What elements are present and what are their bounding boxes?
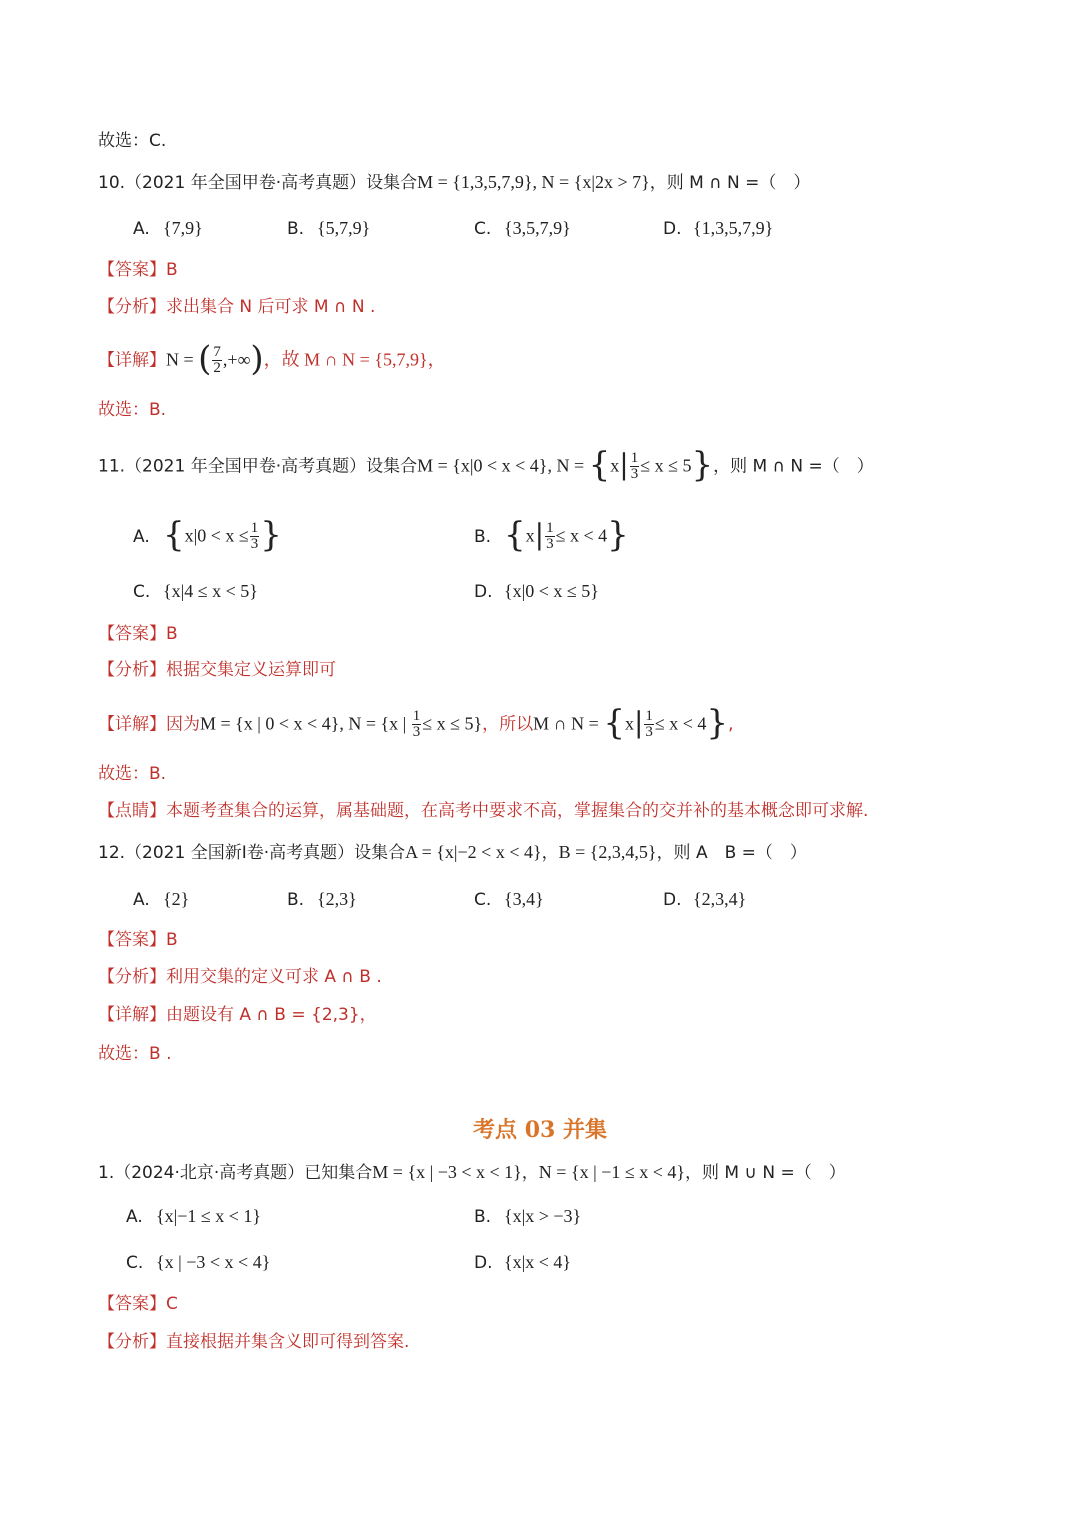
question-11: 11.（2021 年全国甲卷·高考真题）设集合M = {x|0 < x < 4}, N = {x| $\frac{1}{3}$ ≤ x ≤ 5}，则 M ∩ N =（ ）: [98, 444, 874, 485]
q10-option-d: D. {1,3,5,7,9}: [663, 218, 774, 239]
answer-11: 【答案】B: [98, 624, 178, 644]
question-1: 1.（2024·北京·高考真题）已知集合M = {x | −3 < x < 1}，N = {x | −1 ≤ x < 4}，则 M ∪ N =（ ）: [98, 1162, 846, 1183]
question-10: 10.（2021 年全国甲卷·高考真题）设集合M = {1,3,5,7,9}, N = {x|2x > 7}，则 M ∩ N =（ ）: [98, 172, 811, 193]
q11-option-d: D. {x|0 < x ≤ 5}: [474, 581, 599, 602]
q12-option-d: D. {2,3,4}: [663, 889, 747, 910]
q11-option-a: A. {x|0 < x ≤ $\frac{1}{3}$ }: [133, 514, 282, 555]
q10-option-a: A. {7,9}: [133, 218, 203, 239]
analysis-1: 【分析】直接根据并集含义即可得到答案.: [98, 1332, 410, 1352]
answer-12: 【答案】B: [98, 930, 178, 950]
q10-option-c: C. {3,5,7,9}: [474, 218, 571, 239]
q1-option-d: D. {x|x < 4}: [474, 1252, 572, 1273]
q12-option-a: A. {2}: [133, 889, 190, 910]
analysis-12: 【分析】利用交集的定义可求 A ∩ B .: [98, 967, 382, 987]
answer-10: 【答案】B: [98, 260, 178, 280]
detail-12: 【详解】由题设有 A ∩ B = {2,3}，: [98, 1005, 377, 1025]
q12-option-b: B. {2,3}: [287, 889, 357, 910]
detail-11: 【详解】因为M = {x | 0 < x < 4}, N = {x | $\frac{1}{3}$ ≤ x ≤ 5}，所以M ∩ N = {x| $\frac{1}{3}$ ≤ x < 4},: [98, 702, 734, 743]
select-11: 故选：B.: [98, 764, 167, 784]
question-12: 12.（2021 全国新Ⅰ卷·高考真题）设集合A = {x|−2 < x < 4}，B = {2,3,4,5}，则 A B =（ ）: [98, 842, 807, 863]
select-10: 故选：B.: [98, 400, 167, 420]
select-12: 故选：B .: [98, 1044, 172, 1064]
q1-option-a: A. {x|−1 ≤ x < 1}: [126, 1206, 262, 1227]
detail-10: 【详解】N = ( $\frac{7}{2}$ ,+∞)，故 M ∩ N = {5,7,9}，: [98, 338, 446, 379]
q1-option-c: C. {x | −3 < x < 4}: [126, 1252, 271, 1273]
tip-11: 【点睛】本题考查集合的运算，属基础题，在高考中要求不高，掌握集合的交并补的基本概念即可求解.: [98, 801, 869, 821]
q10-math: M = {1,3,5,7,9}, N = {x|2x > 7}: [417, 172, 650, 192]
q12-option-c: C. {3,4}: [474, 889, 544, 910]
q11-option-b: B. {x| $\frac{1}{3}$ ≤ x < 4}: [474, 514, 629, 555]
answer-1: 【答案】C: [98, 1294, 178, 1314]
q10-option-b: B. {5,7,9}: [287, 218, 371, 239]
conclusion-line: 故选：C.: [98, 131, 167, 151]
q1-option-b: B. {x|x > −3}: [474, 1206, 582, 1227]
section-heading: 考点 03 并集: [473, 1117, 607, 1143]
q11-option-c: C. {x|4 ≤ x < 5}: [133, 581, 258, 602]
analysis-10: 【分析】求出集合 N 后可求 M ∩ N .: [98, 297, 376, 317]
analysis-11: 【分析】根据交集定义运算即可: [98, 660, 336, 680]
